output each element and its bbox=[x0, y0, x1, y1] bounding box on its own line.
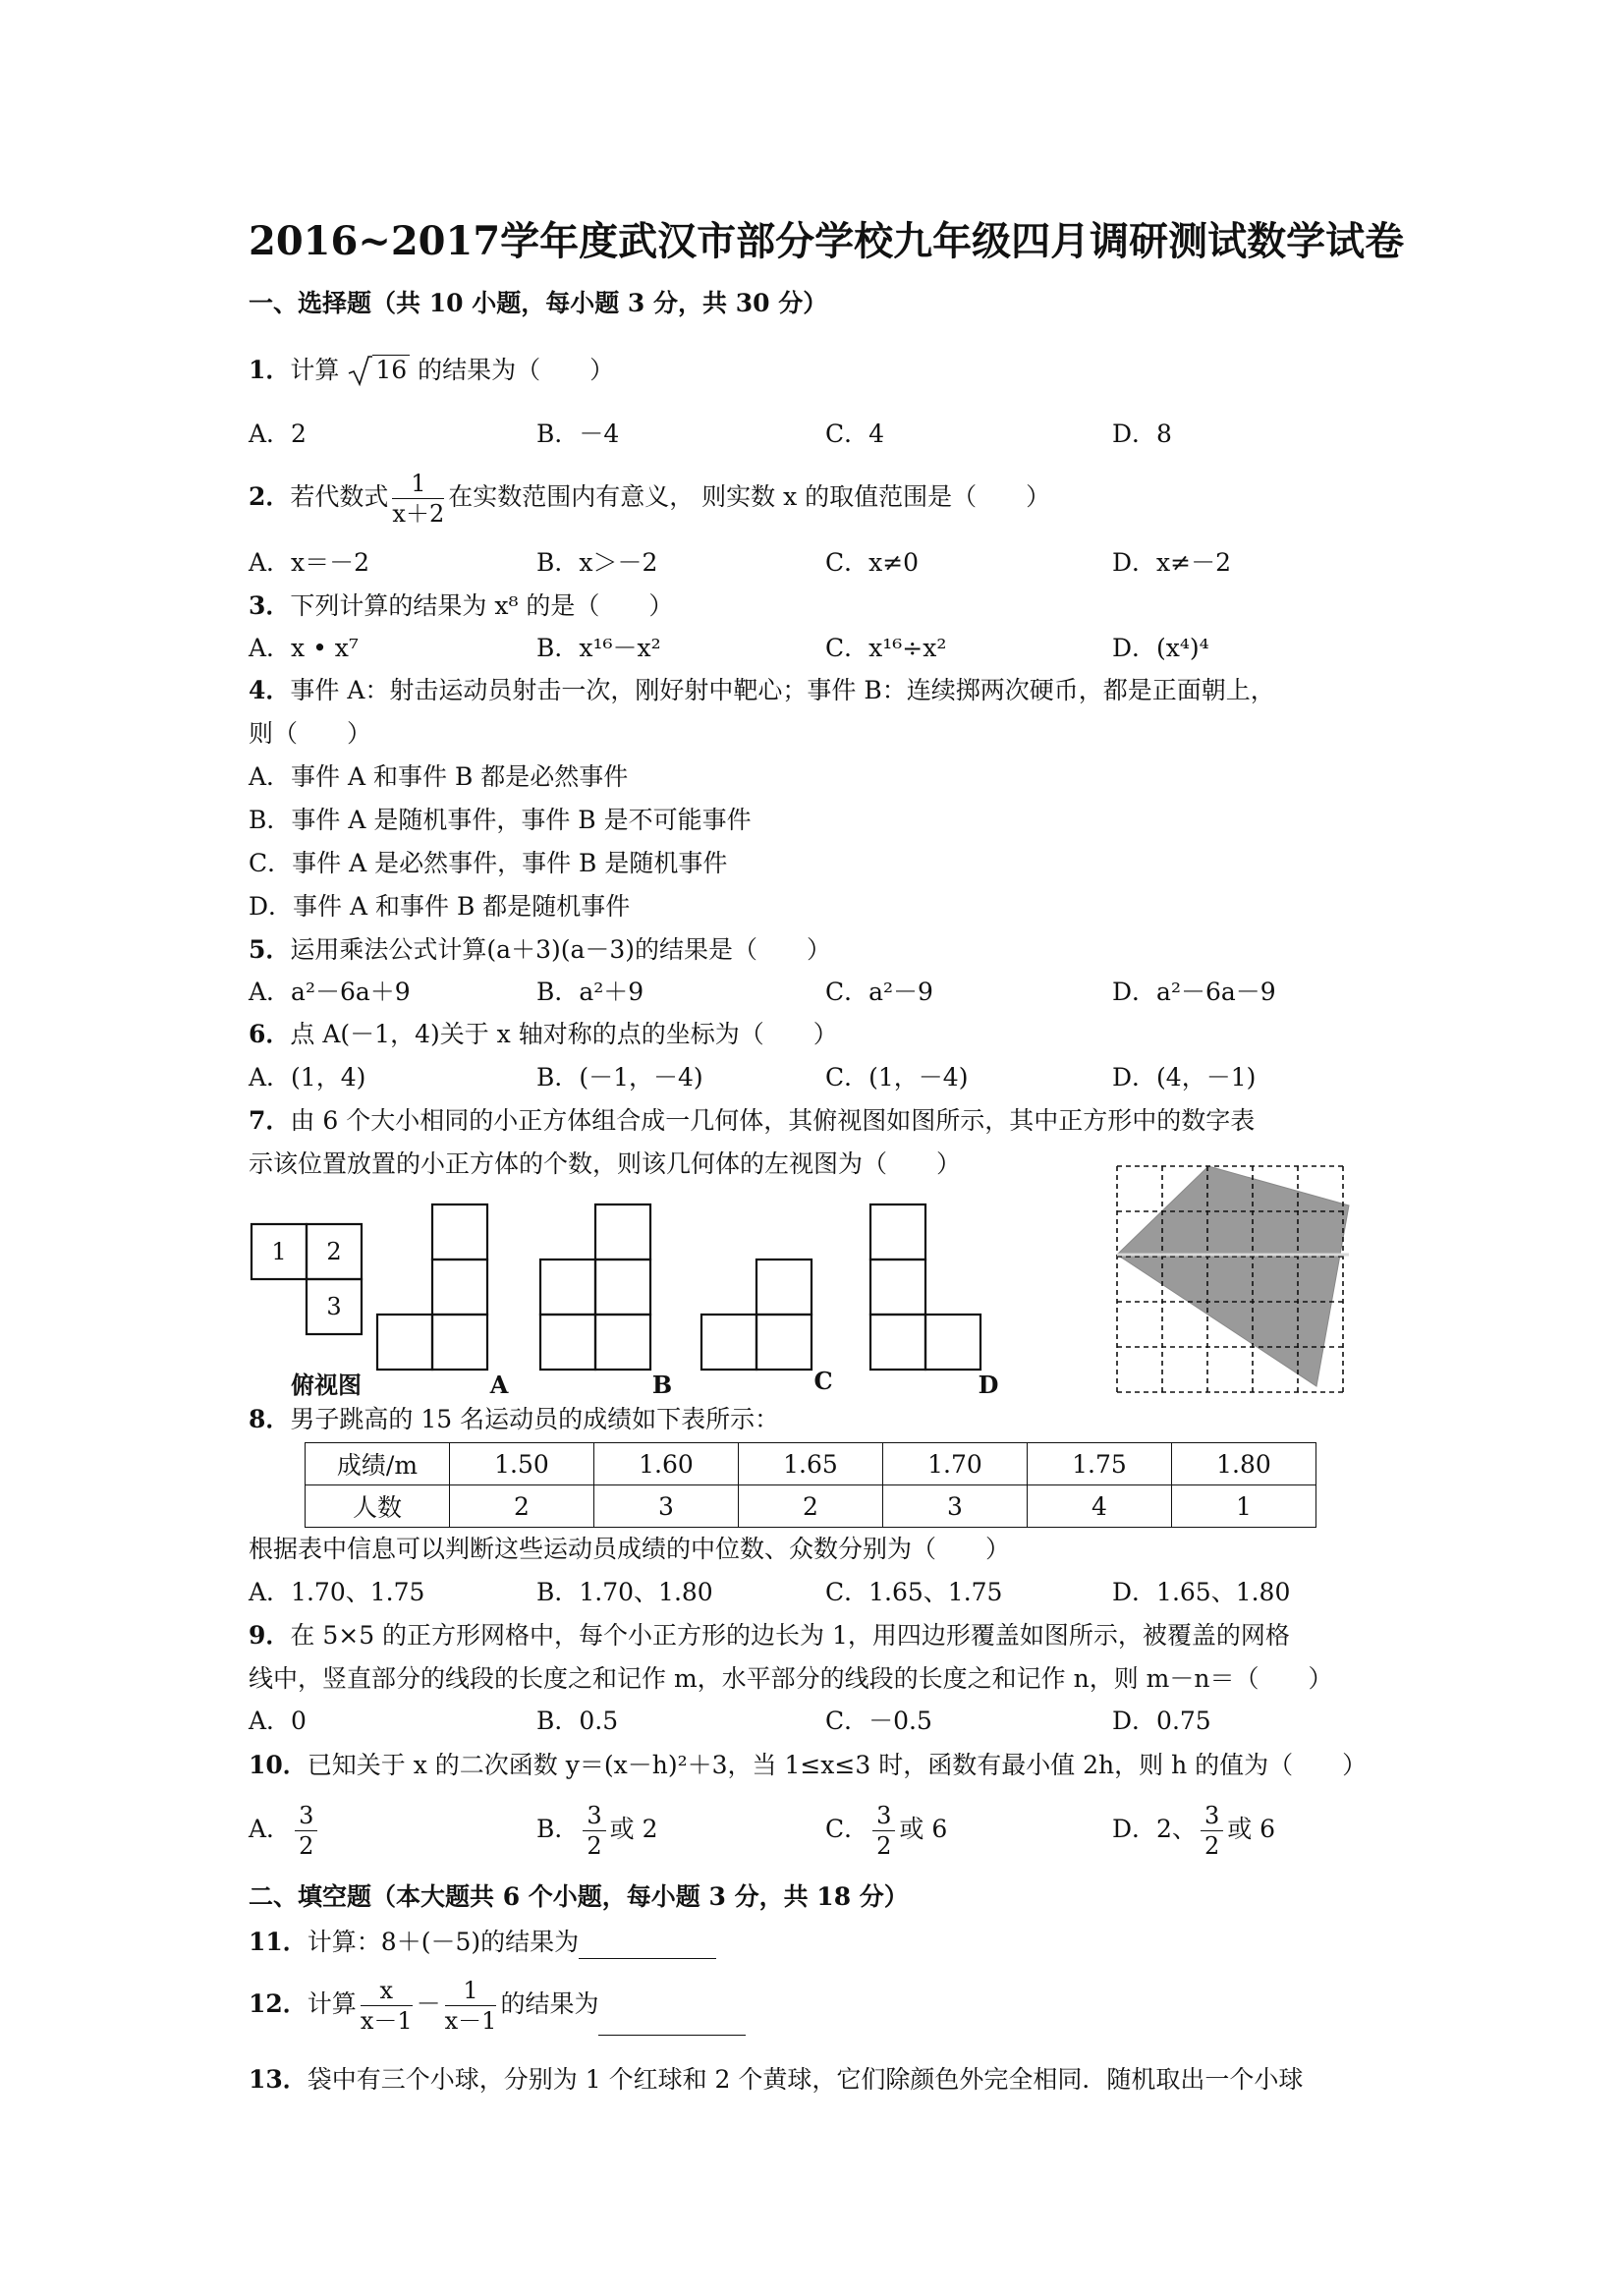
option-b: B．事件 A 是随机事件，事件 B 是不可能事件 bbox=[249, 806, 752, 834]
option-b: B． $\frac{3}{2}$ 或 2 bbox=[536, 1802, 658, 1860]
question-3 bbox=[249, 589, 673, 623]
option-a: A．x＝－2 bbox=[249, 548, 370, 577]
option-label: C． bbox=[825, 1815, 869, 1843]
page-title: 2016~2017学年度武汉市部分学校九年级四月调研测试数学试卷 bbox=[249, 218, 1405, 264]
question-1 bbox=[249, 354, 614, 387]
question-number: 6． bbox=[249, 1020, 291, 1048]
option-a: A．事件 A 和事件 B 都是必然事件 bbox=[249, 762, 629, 791]
question-8-after: 根据表中信息可以判断这些运动员成绩的中位数、众数分别为（ ） bbox=[249, 1535, 1011, 1563]
option-c: C．事件 A 是必然事件，事件 B 是随机事件 bbox=[249, 849, 728, 877]
option-c: C． $\frac{3}{2}$ 或 6 bbox=[825, 1802, 948, 1860]
option-c: C．1.65、1.75 bbox=[825, 1578, 1003, 1606]
choice-a-cell bbox=[432, 1315, 487, 1370]
covering-quadrilateral bbox=[1117, 1166, 1349, 1386]
radicand: 16 bbox=[372, 355, 410, 384]
option-a: A．2 bbox=[249, 420, 307, 448]
table-cell: 1.60 bbox=[594, 1443, 739, 1485]
table-cell: 1.75 bbox=[1028, 1443, 1172, 1485]
choice-a-cell bbox=[432, 1260, 487, 1315]
question-number: 13． bbox=[249, 2065, 308, 2094]
fraction: $\frac{x}{x-1}$ bbox=[360, 1977, 413, 2035]
q7-figures bbox=[246, 1189, 1061, 1405]
question-text: 由 6 个大小相同的小正方体组合成一几何体，其俯视图如图所示，其中正方形中的数字表 bbox=[290, 1106, 1256, 1135]
table-cell: 2 bbox=[450, 1485, 594, 1528]
table-row bbox=[306, 1443, 1316, 1485]
question-text: 计算 bbox=[307, 1989, 357, 2018]
question-7 bbox=[249, 1104, 1255, 1138]
option-a: A．(1，4) bbox=[249, 1063, 366, 1092]
choice-b-label: B bbox=[651, 1371, 673, 1399]
option-b: B．0.5 bbox=[536, 1707, 619, 1735]
q9-grid-figure bbox=[1110, 1159, 1366, 1405]
option-a bbox=[249, 1798, 321, 1861]
question-4-line2: 则（ ） bbox=[249, 719, 372, 748]
top-view-number: 1 bbox=[271, 1238, 287, 1265]
option-b: B．1.70、1.80 bbox=[536, 1578, 713, 1606]
question-text: 在 5×5 的正方形网格中，每个小正方形的边长为 1，用四边形覆盖如图所示，被覆盖的网格 bbox=[290, 1621, 1290, 1650]
choice-d-cell bbox=[870, 1204, 925, 1260]
table-cell: 1.65 bbox=[739, 1443, 883, 1485]
question-text: 在实数范围内有意义， 则实数 x 的取值范围是（ ） bbox=[448, 482, 1051, 511]
choice-d-cell bbox=[870, 1315, 925, 1370]
question-text: 计算 bbox=[290, 356, 340, 384]
option-c: C．x≠0 bbox=[825, 548, 920, 577]
question-text: 袋中有三个小球，分别为 1 个红球和 2 个黄球，它们除颜色外完全相同．随机取出一个小球 bbox=[307, 2065, 1304, 2094]
question-text: 点 A(－1，4)关于 x 轴对称的点的坐标为（ ） bbox=[290, 1020, 838, 1048]
table-cell: 1.80 bbox=[1172, 1443, 1316, 1485]
question-text: 事件 A：射击运动员射击一次，刚好射中靶心；事件 B：连续掷两次硬币，都是正面朝上， bbox=[290, 676, 1275, 704]
table-header-cell: 成绩/m bbox=[306, 1443, 450, 1485]
option-d: D．(x⁴)⁴ bbox=[1112, 634, 1209, 662]
table-cell: 1.70 bbox=[883, 1443, 1028, 1485]
option-d: D．2、 $\frac{3}{2}$ 或 6 bbox=[1112, 1802, 1276, 1860]
choice-c-cell bbox=[756, 1315, 812, 1370]
table-cell: 3 bbox=[594, 1485, 739, 1528]
question-10 bbox=[249, 1749, 1367, 1782]
table-cell: 1.50 bbox=[450, 1443, 594, 1485]
choice-d-cell bbox=[925, 1315, 980, 1370]
question-2 bbox=[249, 466, 1050, 529]
choice-c-cell bbox=[756, 1260, 812, 1315]
question-text: 若代数式 bbox=[290, 482, 389, 511]
fraction: $\frac{3}{2}$ bbox=[872, 1801, 895, 1861]
question-5 bbox=[249, 933, 831, 967]
table-row bbox=[306, 1485, 1316, 1528]
choice-d-cell bbox=[870, 1260, 925, 1315]
option-a: A．0 bbox=[249, 1707, 307, 1735]
minus-sign: － bbox=[416, 1989, 441, 2018]
question-12 bbox=[249, 1973, 746, 2036]
fraction-denominator: x＋2 bbox=[392, 500, 445, 528]
question-6 bbox=[249, 1018, 838, 1051]
choice-b-cell bbox=[595, 1315, 650, 1370]
option-c: C．x¹⁶÷x² bbox=[825, 634, 947, 662]
question-7-line2: 示该位置放置的小正方体的个数，则该几何体的左视图为（ ） bbox=[249, 1149, 962, 1178]
fraction: $\frac{3}{2}$ bbox=[583, 1801, 605, 1861]
top-view-label: 俯视图 bbox=[291, 1371, 362, 1399]
scores-table bbox=[305, 1442, 1316, 1528]
choice-a-cell bbox=[432, 1204, 487, 1260]
choice-d-label: D bbox=[978, 1371, 999, 1399]
option-b: B．－4 bbox=[536, 420, 620, 448]
question-number: 10． bbox=[249, 1751, 308, 1779]
question-number: 5． bbox=[249, 935, 291, 964]
option-d: D．8 bbox=[1112, 420, 1172, 448]
question-8 bbox=[249, 1403, 779, 1436]
question-9 bbox=[249, 1619, 1290, 1652]
question-text: 计算：8＋(－5)的结果为 bbox=[307, 1928, 580, 1956]
choice-c-cell bbox=[701, 1315, 756, 1370]
option-label: D．2、 bbox=[1112, 1815, 1197, 1843]
question-number: 11． bbox=[249, 1928, 308, 1956]
choice-a-label: A bbox=[489, 1371, 509, 1399]
option-b: B．(－1，－4) bbox=[536, 1063, 703, 1092]
option-c: C．－0.5 bbox=[825, 1707, 932, 1735]
option-d: D．1.65、1.80 bbox=[1112, 1578, 1291, 1606]
option-b: B．x¹⁶－x² bbox=[536, 634, 661, 662]
table-cell: 2 bbox=[739, 1485, 883, 1528]
section-choice-heading: 一、选择题（共 10 小题，每小题 3 分，共 30 分） bbox=[249, 289, 828, 317]
fraction bbox=[392, 469, 444, 529]
choice-c-label: C bbox=[813, 1367, 833, 1395]
question-4 bbox=[249, 674, 1275, 707]
option-c: C．4 bbox=[825, 420, 885, 448]
top-view-number: 2 bbox=[326, 1238, 342, 1265]
option-c: C．(1，－4) bbox=[825, 1063, 969, 1092]
sqrt-sign-icon bbox=[347, 354, 372, 387]
section-fill-heading: 二、填空题（本大题共 6 个小题，每小题 3 分，共 18 分） bbox=[249, 1882, 909, 1911]
fraction: $\frac{3}{2}$ bbox=[295, 1801, 317, 1861]
question-number: 12． bbox=[249, 1989, 308, 2018]
choice-b-cell bbox=[540, 1260, 595, 1315]
question-number: 3． bbox=[249, 591, 291, 620]
choice-b-cell bbox=[595, 1204, 650, 1260]
option-label: A． bbox=[249, 1815, 292, 1843]
question-number: 9． bbox=[249, 1621, 291, 1650]
table-cell: 1 bbox=[1172, 1485, 1316, 1528]
option-a: A．a²－6a＋9 bbox=[249, 978, 411, 1006]
question-text: 下列计算的结果为 x⁸ 的是（ ） bbox=[290, 591, 674, 620]
option-b: B．x＞－2 bbox=[536, 548, 658, 577]
choice-b-cell bbox=[540, 1315, 595, 1370]
question-number: 2． bbox=[249, 482, 291, 511]
fraction: $\frac{1}{x-1}$ bbox=[444, 1977, 497, 2035]
option-d: D．事件 A 和事件 B 都是随机事件 bbox=[249, 892, 631, 921]
question-text: 的结果为（ ） bbox=[418, 356, 615, 384]
question-text: 运用乘法公式计算(a＋3)(a－3)的结果是（ ） bbox=[290, 935, 832, 964]
option-d: D．a²－6a－9 bbox=[1112, 978, 1276, 1006]
fraction-numerator: 1 bbox=[392, 469, 444, 499]
question-number: 4． bbox=[249, 676, 291, 704]
answer-blank[interactable] bbox=[598, 2009, 746, 2036]
table-cell: 3 bbox=[883, 1485, 1028, 1528]
option-c: C．a²－9 bbox=[825, 978, 933, 1006]
question-number: 1． bbox=[249, 356, 291, 384]
option-a: A．1.70、1.75 bbox=[249, 1578, 425, 1606]
table-cell: 4 bbox=[1028, 1485, 1172, 1528]
question-13 bbox=[249, 2063, 1303, 2097]
question-11 bbox=[249, 1926, 716, 1959]
choice-a-cell bbox=[377, 1315, 432, 1370]
answer-blank[interactable] bbox=[579, 1932, 716, 1959]
question-text: 的结果为 bbox=[500, 1989, 599, 2018]
option-d: D．x≠－2 bbox=[1112, 548, 1231, 577]
question-9-line2: 线中，竖直部分的线段的长度之和记作 m，水平部分的线段的长度之和记作 n，则 m－n＝（ ） bbox=[249, 1664, 1333, 1693]
question-number: 8． bbox=[249, 1405, 291, 1433]
choice-b-cell bbox=[595, 1260, 650, 1315]
top-view-number: 3 bbox=[326, 1293, 342, 1320]
table-header-cell: 人数 bbox=[306, 1485, 450, 1528]
question-text: 男子跳高的 15 名运动员的成绩如下表所示： bbox=[290, 1405, 780, 1433]
option-a: A．x • x⁷ bbox=[249, 634, 359, 662]
fraction: $\frac{3}{2}$ bbox=[1201, 1801, 1223, 1861]
option-b: B．a²＋9 bbox=[536, 978, 644, 1006]
option-label: B． bbox=[536, 1815, 580, 1843]
question-number: 7． bbox=[249, 1106, 291, 1135]
option-d: D．0.75 bbox=[1112, 1707, 1211, 1735]
option-d: D．(4，－1) bbox=[1112, 1063, 1257, 1092]
question-text: 已知关于 x 的二次函数 y＝(x－h)²＋3，当 1≤x≤3 时，函数有最小值 2h，则 h 的值为（ ） bbox=[307, 1751, 1368, 1779]
